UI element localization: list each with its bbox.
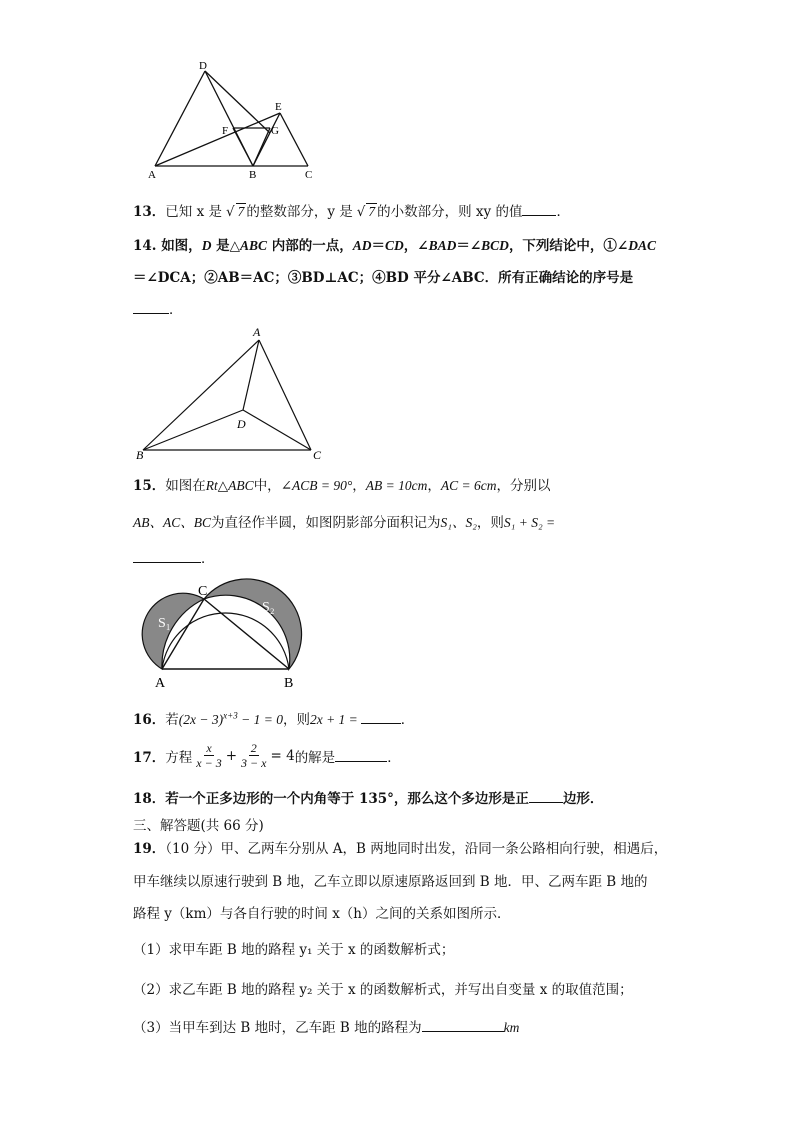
label-c: C: [305, 169, 313, 181]
q17-number: 17．: [133, 749, 166, 766]
q16-number: 16．: [133, 712, 166, 728]
q15-t8: AC = 6cm: [440, 478, 497, 493]
q14-end: ．: [169, 302, 183, 318]
q17-f1-den: x − 3: [196, 756, 222, 770]
section-title-text: 三、解答题(共 66 分): [133, 818, 264, 834]
question-16: [133, 708, 414, 728]
q15-t4: ∠ACB = 90°: [280, 478, 353, 493]
figure-semicircles-shaded: [138, 577, 308, 689]
question-19-line-1: [133, 837, 667, 857]
q15-t5: ，: [352, 478, 366, 494]
label-c: C: [313, 448, 322, 462]
question-14-line-2: [133, 266, 633, 286]
label-a: A: [148, 169, 156, 181]
question-17: [133, 741, 401, 770]
q16-expr2: − 1 = 0: [237, 712, 283, 727]
q14-t1: 如图，: [161, 238, 202, 254]
q19-number: 19．: [133, 841, 166, 857]
q17-t1: 方程: [165, 749, 193, 766]
question-19-line-2: [133, 870, 648, 890]
q15-answer-blank[interactable]: [133, 550, 201, 563]
label-a: A: [253, 325, 261, 339]
q17-answer-blank[interactable]: [335, 749, 387, 762]
q19-line2: 甲车继续以原速行驶到 B 地，乙车立即以原速原路返回到 B 地．甲、乙两车距 B 地的: [133, 874, 648, 890]
q15-t2: Rt△ABC: [205, 478, 254, 493]
label-d: D: [199, 60, 207, 72]
question-15-line-2: [133, 511, 555, 531]
q13-text-b: 的整数部分，y 是: [246, 204, 353, 220]
q18-number: 18．: [133, 791, 166, 807]
question-18: [133, 787, 603, 807]
q15-t13: ，则: [476, 515, 504, 531]
q16-end: ．: [400, 712, 415, 728]
q13-end: ．: [556, 204, 570, 220]
q14-t5: 内部的一点，: [267, 238, 353, 254]
q15-t9: ，分别以: [496, 478, 551, 494]
q16-t2: ，则: [282, 712, 310, 728]
q14-t9: ，∠: [403, 238, 429, 254]
label-f: F: [222, 125, 229, 137]
q14-t14: DAC: [628, 238, 657, 253]
question-13: 13．已知 x 是 √ 7 的整数部分，y 是 √ 7 的小数部分，则 xy 的值 ．: [133, 204, 570, 220]
q16-exponent: x+3: [223, 710, 238, 721]
q15-t3: 中，: [253, 478, 281, 494]
q15-end: ．: [201, 551, 215, 567]
section-title: [133, 814, 264, 834]
q18-text: 若一个正多边形的一个内角等于 135°，那么这个多边形是正: [165, 791, 529, 807]
q14-answer-blank[interactable]: [133, 301, 169, 314]
q15-t6: AB = 10cm: [365, 478, 428, 493]
q17-end: ．: [387, 749, 401, 766]
q16-answer-blank[interactable]: [361, 711, 401, 724]
q14-t2: D: [201, 238, 212, 253]
q16-t1: 若: [165, 712, 179, 728]
question-15-line-1: [133, 474, 550, 494]
q14-t12: BCD: [481, 238, 509, 253]
q19-line1: （10 分）甲、乙两车分别从 A，B 两地同时出发，沿同一条公路相向行驶，相遇后，: [165, 841, 668, 857]
label-d: D: [237, 417, 246, 431]
q19-answer-blank[interactable]: [422, 1019, 504, 1032]
q15-t11: 为直径作半圆，如图阴影部分面积记为: [211, 515, 441, 531]
q17-f2-num: 2: [250, 741, 257, 755]
q14-t7: ＝: [371, 238, 386, 254]
label-b: B: [284, 676, 294, 689]
q15-t10: AB、AC、BC: [133, 515, 211, 530]
q13-sqrt-2: 7: [368, 204, 376, 219]
q14-t6: AD: [352, 238, 372, 253]
q17-f2-den: 3 − x: [241, 756, 267, 770]
question-19-line-3: [133, 902, 511, 922]
q17-t2: 的解是: [294, 749, 336, 766]
figure-triangles-defg: [140, 58, 330, 183]
q14-t3: 是△: [211, 238, 241, 254]
label-s1: S₁: [158, 616, 171, 631]
label-b: B: [249, 169, 257, 181]
label-g: G: [271, 125, 279, 137]
q15-t7: ，: [427, 478, 441, 494]
q14-t8: CD: [385, 238, 404, 253]
q14-t4: ABC: [240, 238, 268, 253]
q13-text-c: 的小数部分，则 xy 的值: [377, 204, 523, 220]
label-b: B: [136, 448, 144, 462]
question-15-line-3: [133, 547, 215, 567]
label-a: A: [155, 676, 166, 689]
q17-fraction-1: [194, 741, 223, 770]
q17-plus: +: [225, 747, 238, 764]
q17-eq: = 4: [270, 747, 295, 764]
q19-unit: km: [503, 1020, 520, 1035]
q17-f1-num: x: [206, 741, 212, 755]
label-c: C: [198, 584, 208, 599]
q13-number: 13．: [133, 204, 166, 220]
q15-number: 15．: [133, 478, 166, 494]
q16-expr: (2x − 3): [178, 712, 224, 727]
q14-number: 14.: [133, 238, 162, 254]
figure-triangle-abc-point-d: [133, 322, 333, 464]
q15-t1: 如图在: [165, 478, 206, 494]
q19-part1-text: （1）求甲车距 B 地的路程 y₁ 关于 x 的函数解析式；: [133, 942, 455, 958]
q14-t13: ，下列结论中，①∠: [508, 238, 629, 254]
question-19-part-3: [133, 1016, 519, 1036]
question-19-part-1: [133, 938, 454, 958]
q13-answer-blank[interactable]: [522, 203, 556, 216]
label-s2: S₂: [262, 600, 275, 615]
question-19-part-2: [133, 978, 633, 998]
q18-answer-blank[interactable]: [529, 790, 563, 803]
question-14-line-1: [133, 234, 656, 254]
question-14-line-3: [133, 298, 183, 318]
q17-fraction-2: [239, 741, 268, 770]
q19-line3: 路程 y（km）与各自行驶的时间 x（h）之间的关系如图所示．: [133, 906, 511, 922]
q19-part2-text: （2）求乙车距 B 地的路程 y₂ 关于 x 的函数解析式，并写出自变量 x 的取值范围；: [133, 982, 633, 998]
q13-sqrt-1: 7: [237, 204, 245, 219]
label-e: E: [275, 101, 282, 113]
q14-line2-text: ＝∠DCA；②AB＝AC；③BD⊥AC；④BD 平分∠ABC．所有正确结论的序号是: [133, 270, 634, 286]
q14-t10: BAD: [428, 238, 457, 253]
q13-text-a: 已知 x 是: [165, 204, 222, 220]
q15-t14: S₁ + S₂ =: [503, 515, 556, 530]
q18-end: 边形．: [562, 791, 604, 807]
q19-part3-text: （3）当甲车到达 B 地时，乙车距 B 地的路程为: [133, 1020, 422, 1036]
q15-t12: S₁、S₂: [440, 515, 477, 530]
q16-expr3: 2x + 1 =: [309, 712, 358, 727]
q14-t11: ＝∠: [456, 238, 482, 254]
